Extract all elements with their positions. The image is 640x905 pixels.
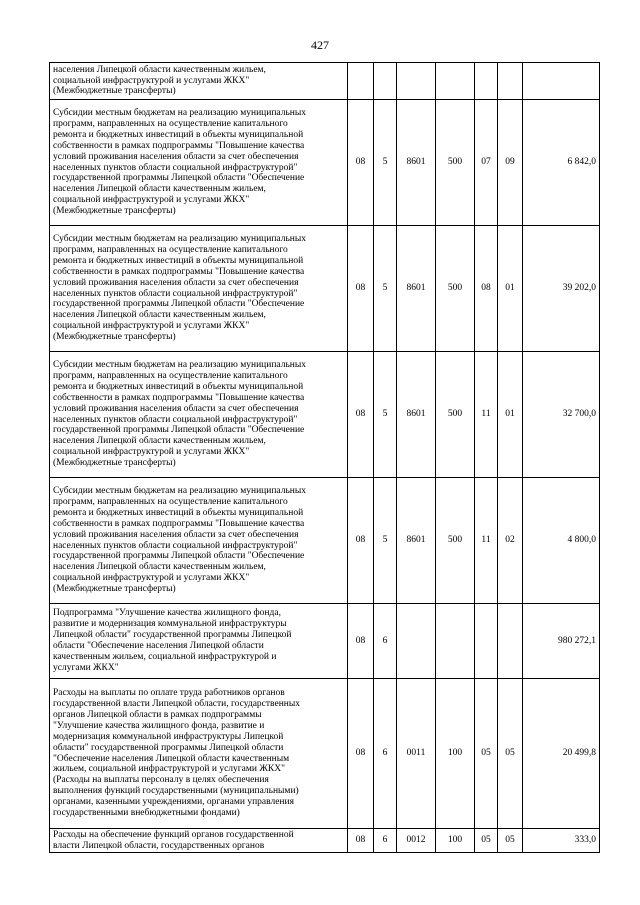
row-amount: 39 202,0 bbox=[523, 226, 600, 352]
row-amount: 980 272,1 bbox=[523, 604, 600, 679]
row-code-1: 11 bbox=[475, 352, 498, 478]
table-row bbox=[50, 63, 600, 100]
row-expense-type: 500 bbox=[436, 478, 475, 604]
row-target-article: 8601 bbox=[397, 478, 436, 604]
row-amount: 333,0 bbox=[523, 829, 600, 853]
budget-table bbox=[49, 62, 600, 853]
row-subsection: 6 bbox=[374, 679, 397, 829]
table-row bbox=[50, 829, 600, 853]
row-code-2 bbox=[498, 63, 523, 100]
row-amount: 4 800,0 bbox=[523, 478, 600, 604]
row-section: 08 bbox=[348, 829, 374, 853]
row-section: 08 bbox=[348, 478, 374, 604]
row-description: Субсидии местным бюджетам на реализацию муниципальных программ, направленных на осуществление капитального ремонта и бюджетных инвестиций в объекты муниципальной собственности в рамках подпрограммы "Повышение качества условий проживания населения области за счет обеспечения населенных пунктов области социальной инфраструктурой" государственной программы Липецкой области "Обеспечение населения Липецкой области качественным жильем, социальной инфраструктурой и услугами ЖКХ" (Межбюджетные трансферты) bbox=[50, 100, 348, 226]
row-code-2: 05 bbox=[498, 829, 523, 853]
table-row bbox=[50, 478, 600, 604]
row-description: Субсидии местным бюджетам на реализацию муниципальных программ, направленных на осуществление капитального ремонта и бюджетных инвестиций в объекты муниципальной собственности в рамках подпрограммы "Повышение качества условий проживания населения области за счет обеспечения населенных пунктов области социальной инфраструктурой" государственной программы Липецкой области "Обеспечение населения Липецкой области качественным жильем, социальной инфраструктурой и услугами ЖКХ" (Межбюджетные трансферты) bbox=[50, 478, 348, 604]
row-description: населения Липецкой области качественным жильем, социальной инфраструктурой и услугами ЖКХ" (Межбюджетные трансферты) bbox=[50, 63, 348, 100]
table-row bbox=[50, 100, 600, 226]
row-amount: 32 700,0 bbox=[523, 352, 600, 478]
row-section: 08 bbox=[348, 100, 374, 226]
row-code-1 bbox=[475, 63, 498, 100]
row-section: 08 bbox=[348, 679, 374, 829]
row-code-1: 05 bbox=[475, 829, 498, 853]
table-row bbox=[50, 604, 600, 679]
table-row bbox=[50, 226, 600, 352]
row-code-1: 11 bbox=[475, 478, 498, 604]
row-target-article: 0012 bbox=[397, 829, 436, 853]
row-subsection: 5 bbox=[374, 226, 397, 352]
row-subsection bbox=[374, 63, 397, 100]
row-target-article bbox=[397, 63, 436, 100]
table-row bbox=[50, 679, 600, 829]
row-expense-type: 100 bbox=[436, 829, 475, 853]
row-section bbox=[348, 63, 374, 100]
row-expense-type: 500 bbox=[436, 100, 475, 226]
row-expense-type: 500 bbox=[436, 226, 475, 352]
row-target-article: 8601 bbox=[397, 226, 436, 352]
row-subsection: 6 bbox=[374, 829, 397, 853]
row-expense-type bbox=[436, 604, 475, 679]
row-code-1: 08 bbox=[475, 226, 498, 352]
row-target-article: 0011 bbox=[397, 679, 436, 829]
budget-table-body bbox=[50, 63, 600, 853]
row-amount bbox=[523, 63, 600, 100]
row-target-article: 8601 bbox=[397, 100, 436, 226]
row-section: 08 bbox=[348, 604, 374, 679]
row-section: 08 bbox=[348, 352, 374, 478]
row-code-1: 07 bbox=[475, 100, 498, 226]
row-code-1 bbox=[475, 604, 498, 679]
row-code-2: 09 bbox=[498, 100, 523, 226]
row-code-2 bbox=[498, 604, 523, 679]
row-subsection: 6 bbox=[374, 604, 397, 679]
table-row bbox=[50, 352, 600, 478]
row-amount: 20 499,8 bbox=[523, 679, 600, 829]
row-section: 08 bbox=[348, 226, 374, 352]
row-code-2: 01 bbox=[498, 352, 523, 478]
row-subsection: 5 bbox=[374, 352, 397, 478]
row-description: Подпрограмма "Улучшение качества жилищного фонда, развитие и модернизация коммунальной инфраструктуры Липецкой области" государственной программы Липецкой области "Обеспечение населения Липецкой области качественным жильем, социальной инфраструктурой и услугами ЖКХ" bbox=[50, 604, 348, 679]
row-description: Расходы на выплаты по оплате труда работников органов государственной власти Липецкой области, государственных органов Липецкой области в рамках подпрограммы "Улучшение качества жилищного фонда, развитие и модернизация коммунальной инфраструктуры Липецкой области" государственной программы Липецкой области "Обеспечение населения Липецкой области качественным жильем, социальной инфраструктурой и услугами ЖКХ" (Расходы на выплаты персоналу в целях обеспечения выполнения функций государственными (муниципальными) органами, казенными учреждениями, органами управления государственными внебюджетными фондами) bbox=[50, 679, 348, 829]
row-expense-type bbox=[436, 63, 475, 100]
row-expense-type: 100 bbox=[436, 679, 475, 829]
row-description: Субсидии местным бюджетам на реализацию муниципальных программ, направленных на осуществление капитального ремонта и бюджетных инвестиций в объекты муниципальной собственности в рамках подпрограммы "Повышение качества условий проживания населения области за счет обеспечения населенных пунктов области социальной инфраструктурой" государственной программы Липецкой области "Обеспечение населения Липецкой области качественным жильем, социальной инфраструктурой и услугами ЖКХ" (Межбюджетные трансферты) bbox=[50, 226, 348, 352]
row-target-article bbox=[397, 604, 436, 679]
row-target-article: 8601 bbox=[397, 352, 436, 478]
row-code-1: 05 bbox=[475, 679, 498, 829]
row-code-2: 01 bbox=[498, 226, 523, 352]
row-expense-type: 500 bbox=[436, 352, 475, 478]
row-description: Субсидии местным бюджетам на реализацию муниципальных программ, направленных на осуществление капитального ремонта и бюджетных инвестиций в объекты муниципальной собственности в рамках подпрограммы "Повышение качества условий проживания населения области за счет обеспечения населенных пунктов области социальной инфраструктурой" государственной программы Липецкой области "Обеспечение населения Липецкой области качественным жильем, социальной инфраструктурой и услугами ЖКХ" (Межбюджетные трансферты) bbox=[50, 352, 348, 478]
row-amount: 6 842,0 bbox=[523, 100, 600, 226]
row-code-2: 05 bbox=[498, 679, 523, 829]
page-number: 427 bbox=[311, 38, 329, 52]
row-code-2: 02 bbox=[498, 478, 523, 604]
row-subsection: 5 bbox=[374, 100, 397, 226]
row-subsection: 5 bbox=[374, 478, 397, 604]
row-description: Расходы на обеспечение функций органов государственной власти Липецкой области, государственных органов bbox=[50, 829, 348, 853]
